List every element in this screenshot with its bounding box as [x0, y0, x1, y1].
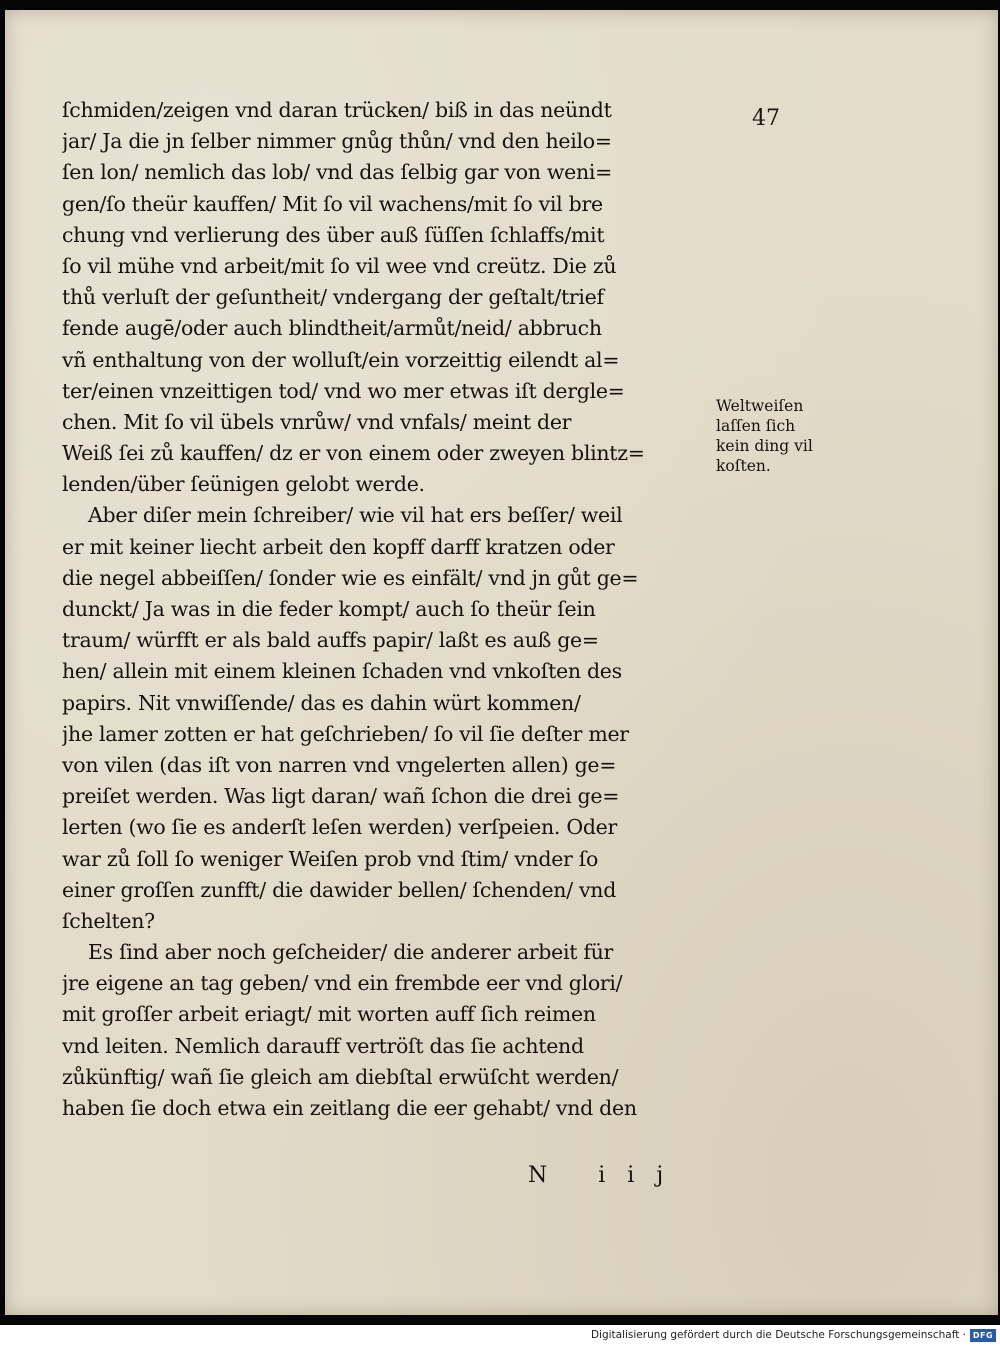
text-line: Weiß ſei zů kauffen/ dz er von einem oder zweyen blintz=: [62, 441, 645, 466]
text-line: chen. Mit ſo vil übels vnrůw/ vnd vnfals/ meint der: [62, 409, 572, 434]
text-line: gen/ſo theür kauffen/ Mit ſo vil wachens/mit ſo vil bre: [62, 191, 603, 216]
page-number: 47: [752, 106, 780, 131]
marginal-note-line: Weltweiſen: [716, 397, 804, 415]
text-line: vnd leiten. Nemlich darauff vertröſt das ſie achtend: [62, 1033, 584, 1058]
digitization-footer: [0, 1325, 1000, 1347]
text-line: ſen lon/ nemlich das lob/ vnd das ſelbig gar von weni=: [62, 160, 612, 185]
marginal-note-line: kein ding vil: [716, 437, 813, 455]
text-line: chung vnd verlierung des über auß ſüſſen ſchlaffs/mit: [62, 222, 605, 247]
text-line: ſchelten?: [62, 908, 155, 933]
text-line: ter/einen vnzeittigen tod/ vnd wo mer etwas iſt dergle=: [62, 378, 625, 403]
text-line: dunckt/ Ja was in die feder kompt/ auch ſo theür ſein: [62, 597, 596, 621]
text-line: ſo vil mühe vnd arbeit/mit ſo vil wee vnd creütz. Die zů: [62, 253, 617, 278]
text-line: ſchmiden/zeigen vnd daran trücken/ biß in das neündt: [62, 98, 612, 122]
text-line: er mit keiner liecht arbeit den kopff darff kratzen oder: [62, 534, 615, 559]
text-line: fende augē/oder auch blindtheit/armůt/neid/ abbruch: [62, 316, 602, 341]
body-text: [62, 95, 722, 1124]
text-line: mit groſſer arbeit eriagt/ mit worten auff ſich reimen: [62, 1002, 596, 1027]
text-line: von vilen (das iſt von narren vnd vngelerten allen) ge=: [62, 752, 617, 777]
text-line: zůkünftig/ wañ ſie gleich am diebſtal erwüſcht werden/: [62, 1064, 619, 1089]
text-line: hen/ allein mit einem kleinen ſchaden vnd vnkoſten des: [62, 659, 622, 684]
text-line: papirs. Nit vnwiſſende/ das es dahin würt kommen/: [62, 690, 581, 715]
paragraph-start-line: Aber diſer mein ſchreiber/ wie vil hat ers beſſer/ weil: [88, 503, 623, 528]
text-line: jar/ Ja die jn ſelber nimmer gnůg thůn/ vnd den heilo=: [62, 129, 612, 154]
dfg-logo[interactable]: DFG: [970, 1329, 996, 1342]
text-line: jre eigene an tag geben/ vnd ein frembde eer vnd glori/: [62, 971, 623, 996]
marginal-note-line: koſten.: [716, 457, 771, 475]
text-line: thů verluſt der geſuntheit/ vndergang der geſtalt/trief: [62, 285, 604, 310]
text-line: haben ſie doch etwa ein zeitlang die eer gehabt/ vnd den: [62, 1096, 637, 1120]
text-line: vñ enthaltung von der wolluſt/ein vorzeittig eilendt al=: [62, 347, 620, 372]
signature-mark: N iij: [528, 1163, 686, 1188]
text-line: einer groſſen zunfft/ die dawider bellen/ ſchenden/ vnd: [62, 877, 617, 902]
text-line: war zů ſoll ſo weniger Weiſen prob vnd ſtim/ vnder ſo: [62, 846, 599, 871]
marginal-note-line: laſſen ſich: [716, 417, 796, 435]
marginal-note: [716, 396, 846, 476]
text-line: traum/ würfft er als bald auffs papir/ laßt es auß ge=: [62, 628, 599, 653]
text-line: preiſet werden. Was ligt daran/ wañ ſchon die drei ge=: [62, 784, 620, 809]
text-line: lerten (wo ſie es anderſt leſen werden) verſpeien. Oder: [62, 815, 617, 840]
text-line: die negel abbeiſſen/ ſonder wie es einfält/ vnd jn gůt ge=: [62, 565, 639, 590]
paragraph-start-line: Es ſind aber noch geſcheider/ die anderer arbeit für: [88, 940, 614, 965]
funding-credit: Digitalisierung gefördert durch die Deutsche Forschungsgemeinschaft ·: [590, 1329, 966, 1341]
text-line: lenden/über ſeünigen gelobt werde.: [62, 472, 425, 497]
text-line: jhe lamer zotten er hat geſchrieben/ ſo vil ſie deſter mer: [62, 721, 629, 746]
